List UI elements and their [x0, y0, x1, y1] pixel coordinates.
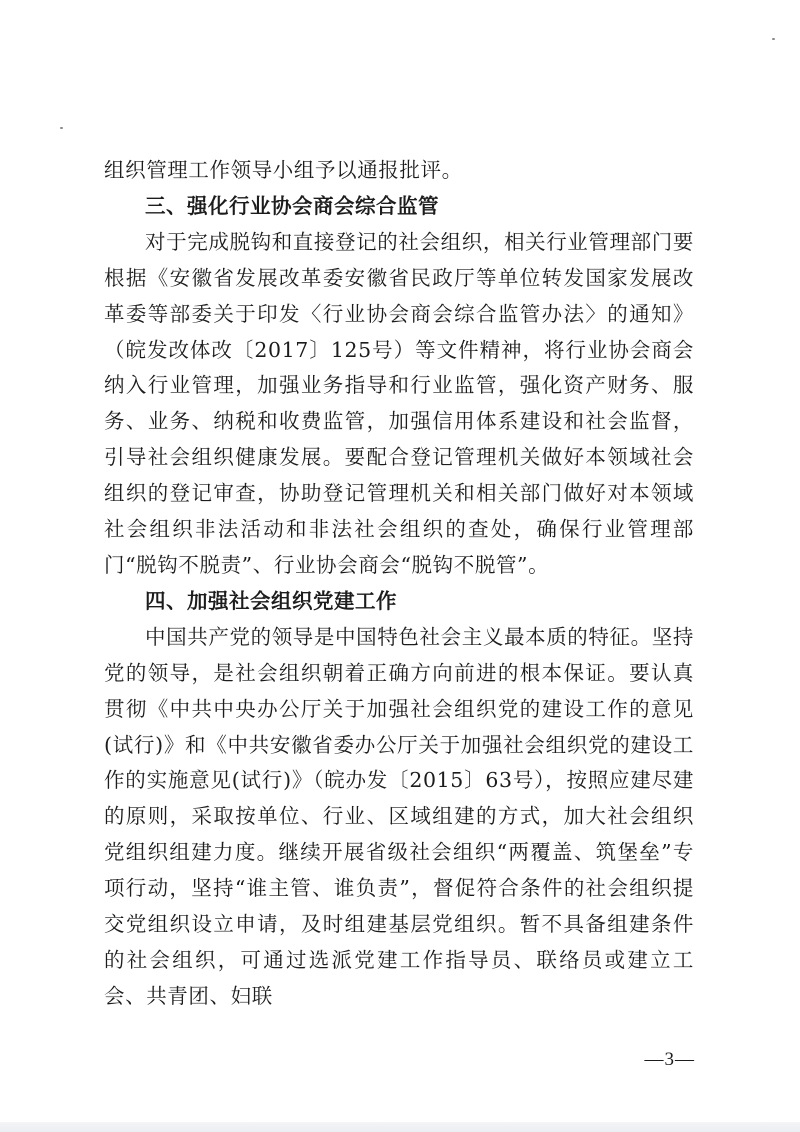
- paragraph-party-building: 中国共产党的领导是中国特色社会主义最本质的特征。坚持党的领导，是社会组织朝着正确方向前进的根本保证。要认真贯彻《中共中央办公厅关于加强社会组织党的建设工作的意见(试行)》和《中共安徽省委办公厅关于加强社会组织党的建设工作的实施意见(试行)》（皖办发〔2015〕63号），按照应建尽建的原则，采取按单位、行业、区域组建的方式，加大社会组织党组织组建力度。继续开展省级社会组织“两覆盖、筑堡垒”专项行动，坚持“谁主管、谁负责”，督促符合条件的社会组织提交党组织设立申请，及时组建基层党组织。暂不具备组建条件的社会组织，可通过选派党建工作指导员、联络员或建立工会、共青团、妇联: [104, 624, 694, 1008]
- scan-speck: [60, 127, 63, 129]
- paragraph-continuation: 组织管理工作领导小组予以通报批评。: [104, 158, 463, 182]
- section-heading-3: 三、强化行业协会商会综合监管: [145, 193, 439, 218]
- page-number: —3—: [644, 1049, 695, 1070]
- scan-speck: [772, 38, 775, 40]
- document-body: [104, 153, 694, 1015]
- paragraph-supervision: 对于完成脱钩和直接登记的社会组织，相关行业管理部门要根据《安徽省发展改革委安徽省民政厅等单位转发国家发展改革委等部委关于印发〈行业协会商会综合监管办法〉的通知》（皖发改体改〔2017〕125号）等文件精神，将行业协会商会纳入行业管理，加强业务指导和行业监管，强化资产财务、服务、业务、纳税和收费监管，加强信用体系建设和社会监督，引导社会组织健康发展。要配合登记管理机关做好本领域社会组织的登记审查，协助登记管理机关和相关部门做好对本领域社会组织非法活动和非法社会组织的查处，确保行业管理部门“脱钩不脱责”、行业协会商会“脱钩不脱管”。: [104, 229, 694, 577]
- section-heading-4: 四、加强社会组织党建工作: [145, 588, 397, 613]
- scan-edge: [0, 1122, 800, 1132]
